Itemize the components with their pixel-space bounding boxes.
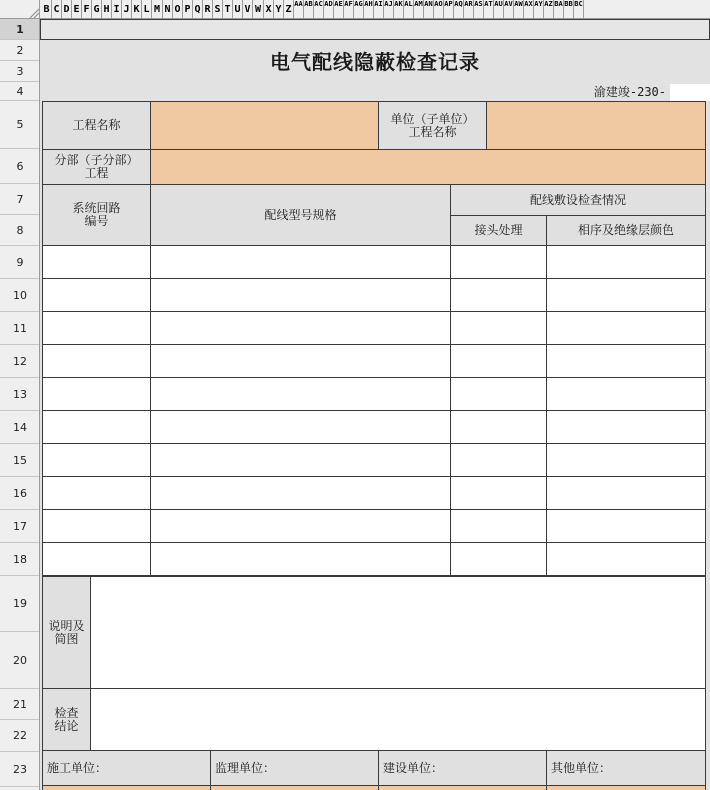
circuit-no-header: 系统回路 编号 (42, 184, 151, 246)
select-all-icon (0, 0, 40, 19)
row-header-8[interactable]: 8 (0, 215, 40, 246)
wire-spec-cell[interactable] (150, 509, 451, 543)
column-header-g[interactable]: G (92, 0, 102, 19)
phase-color-cell[interactable] (546, 311, 706, 345)
project-name-label: 工程名称 (42, 101, 151, 150)
construction-unit-label: 施工单位： (42, 750, 211, 786)
joint-cell[interactable] (450, 443, 547, 477)
joint-cell[interactable] (450, 311, 547, 345)
column-header-ag[interactable]: AG (354, 0, 364, 19)
wire-spec-cell[interactable] (150, 278, 451, 312)
column-header-w[interactable]: W (253, 0, 264, 19)
column-header-ae[interactable]: AE (334, 0, 344, 19)
column-header-av[interactable]: AV (504, 0, 514, 19)
column-header-z[interactable]: Z (284, 0, 294, 19)
column-header-as[interactable]: AS (474, 0, 484, 19)
row1-strip[interactable] (40, 19, 710, 40)
phase-color-cell[interactable] (546, 443, 706, 477)
form-title: 电气配线隐蔽检查记录 (270, 50, 480, 74)
row-header-18[interactable]: 18 (0, 543, 40, 576)
phase-color-header: 相序及绝缘层颜色 (546, 215, 706, 246)
row-header-bar (0, 19, 40, 790)
column-header-ah[interactable]: AH (364, 0, 374, 19)
phase-color-cell[interactable] (546, 542, 706, 576)
column-header-q[interactable]: Q (193, 0, 203, 19)
worksheet[interactable] (40, 19, 710, 790)
column-header-c[interactable]: C (52, 0, 62, 19)
circuit-no-cell[interactable] (42, 410, 151, 444)
notes-input[interactable] (90, 576, 706, 689)
column-header-ac[interactable]: AC (314, 0, 324, 19)
column-header-aw[interactable]: AW (514, 0, 524, 19)
joint-cell[interactable] (450, 245, 547, 279)
circuit-no-cell[interactable] (42, 443, 151, 477)
doc-number: 渝建竣-230- (593, 85, 666, 99)
column-header-p[interactable]: P (183, 0, 193, 19)
wire-spec-header: 配线型号规格 (150, 184, 451, 246)
division-input[interactable] (150, 149, 706, 185)
supervision-unit-input[interactable] (210, 785, 379, 790)
column-header-ap[interactable]: AP (444, 0, 454, 19)
row-header-17[interactable]: 17 (0, 510, 40, 543)
column-header-i[interactable]: I (112, 0, 122, 19)
column-header-u[interactable]: U (233, 0, 243, 19)
column-header-bc[interactable]: BC (574, 0, 584, 19)
row-header-7[interactable]: 7 (0, 184, 40, 215)
doc-number-input[interactable] (670, 84, 710, 101)
wire-spec-cell[interactable] (150, 542, 451, 576)
row-header-9[interactable]: 9 (0, 246, 40, 279)
row-header-16[interactable]: 16 (0, 477, 40, 510)
joint-cell[interactable] (450, 344, 547, 378)
phase-color-cell[interactable] (546, 278, 706, 312)
column-header-f[interactable]: F (82, 0, 92, 19)
column-header-az[interactable]: AZ (544, 0, 554, 19)
column-header-ab[interactable]: AB (304, 0, 314, 19)
column-header-aa[interactable]: AA (294, 0, 304, 19)
conclusion-input[interactable] (90, 688, 706, 751)
column-header-ai[interactable]: AI (374, 0, 384, 19)
row-header-23[interactable]: 23 (0, 752, 40, 787)
column-header-b[interactable]: B (42, 0, 52, 19)
column-header-t[interactable]: T (223, 0, 233, 19)
row-header-4[interactable]: 4 (0, 82, 40, 101)
inspection-group-header: 配线敷设检查情况 (450, 184, 706, 216)
column-header-an[interactable]: AN (424, 0, 434, 19)
joint-cell[interactable] (450, 476, 547, 510)
joint-header: 接头处理 (450, 215, 547, 246)
unit-project-label: 单位（子单位） 工程名称 (378, 101, 487, 150)
column-header-au[interactable]: AU (494, 0, 504, 19)
wire-spec-cell[interactable] (150, 245, 451, 279)
supervision-unit-label: 监理单位： (210, 750, 379, 786)
phase-color-cell[interactable] (546, 509, 706, 543)
right-margin-band (706, 101, 710, 790)
row-header-1[interactable]: 1 (0, 19, 40, 40)
column-header-am[interactable]: AM (414, 0, 424, 19)
phase-color-cell[interactable] (546, 476, 706, 510)
column-header-h[interactable]: H (102, 0, 112, 19)
row-header-21[interactable]: 21 (0, 689, 40, 720)
column-header-k[interactable]: K (132, 0, 142, 19)
circuit-no-cell[interactable] (42, 245, 151, 279)
row-header-6[interactable]: 6 (0, 149, 40, 184)
row-header-20[interactable]: 20 (0, 632, 40, 689)
select-all-corner[interactable] (0, 0, 40, 19)
phase-color-cell[interactable] (546, 377, 706, 411)
column-header-m[interactable]: M (152, 0, 163, 19)
row-header-12[interactable]: 12 (0, 345, 40, 378)
joint-cell[interactable] (450, 278, 547, 312)
column-header-af[interactable]: AF (344, 0, 354, 19)
column-header-s[interactable]: S (213, 0, 223, 19)
other-unit-input[interactable] (546, 785, 706, 790)
wire-spec-cell[interactable] (150, 476, 451, 510)
circuit-no-cell[interactable] (42, 476, 151, 510)
wire-spec-cell[interactable] (150, 344, 451, 378)
row-header-13[interactable]: 13 (0, 378, 40, 411)
phase-color-cell[interactable] (546, 245, 706, 279)
wire-spec-cell[interactable] (150, 443, 451, 477)
column-header-v[interactable]: V (243, 0, 253, 19)
column-header-ax[interactable]: AX (524, 0, 534, 19)
row-header-15[interactable]: 15 (0, 444, 40, 477)
construction-unit-input[interactable] (42, 785, 211, 790)
unit-project-input[interactable] (486, 101, 706, 150)
other-unit-label: 其他单位： (546, 750, 706, 786)
joint-cell[interactable] (450, 410, 547, 444)
circuit-no-cell[interactable] (42, 278, 151, 312)
column-header-y[interactable]: Y (274, 0, 284, 19)
row-header-19[interactable]: 19 (0, 576, 40, 632)
column-header-r[interactable]: R (203, 0, 213, 19)
row-header-5[interactable]: 5 (0, 101, 40, 149)
column-header-aj[interactable]: AJ (384, 0, 394, 19)
circuit-no-cell[interactable] (42, 311, 151, 345)
column-header-l[interactable]: L (142, 0, 152, 19)
column-header-x[interactable]: X (264, 0, 274, 19)
column-header-ba[interactable]: BA (554, 0, 564, 19)
conclusion-label: 检查 结论 (42, 688, 91, 751)
column-header-bb[interactable]: BB (564, 0, 574, 19)
column-header-bar (40, 0, 710, 19)
division-label: 分部（子分部） 工程 (42, 149, 151, 185)
row-header-11[interactable]: 11 (0, 312, 40, 345)
column-header-ar[interactable]: AR (464, 0, 474, 19)
circuit-no-cell[interactable] (42, 344, 151, 378)
wire-spec-cell[interactable] (150, 410, 451, 444)
column-header-d[interactable]: D (62, 0, 72, 19)
column-header-e[interactable]: E (72, 0, 82, 19)
column-header-al[interactable]: AL (404, 0, 414, 19)
row-header-14[interactable]: 14 (0, 411, 40, 444)
phase-color-cell[interactable] (546, 344, 706, 378)
project-name-input[interactable] (150, 101, 379, 150)
row-header-3[interactable]: 3 (0, 61, 40, 82)
joint-cell[interactable] (450, 542, 547, 576)
circuit-no-cell[interactable] (42, 509, 151, 543)
column-header-ay[interactable]: AY (534, 0, 544, 19)
circuit-no-cell[interactable] (42, 377, 151, 411)
row-header-2[interactable]: 2 (0, 40, 40, 61)
phase-color-cell[interactable] (546, 410, 706, 444)
notes-label: 说明及 简图 (42, 576, 91, 689)
column-header-o[interactable]: O (173, 0, 183, 19)
owner-unit-label: 建设单位： (378, 750, 547, 786)
owner-unit-input[interactable] (378, 785, 547, 790)
joint-cell[interactable] (450, 377, 547, 411)
wire-spec-cell[interactable] (150, 311, 451, 345)
row-header-10[interactable]: 10 (0, 279, 40, 312)
column-header-j[interactable]: J (122, 0, 132, 19)
joint-cell[interactable] (450, 509, 547, 543)
row-header-22[interactable]: 22 (0, 720, 40, 752)
column-header-ak[interactable]: AK (394, 0, 404, 19)
circuit-no-cell[interactable] (42, 542, 151, 576)
column-header-ao[interactable]: AO (434, 0, 444, 19)
column-header-aq[interactable]: AQ (454, 0, 464, 19)
column-header-n[interactable]: N (163, 0, 173, 19)
column-header-ad[interactable]: AD (324, 0, 334, 19)
column-header-at[interactable]: AT (484, 0, 494, 19)
wire-spec-cell[interactable] (150, 377, 451, 411)
